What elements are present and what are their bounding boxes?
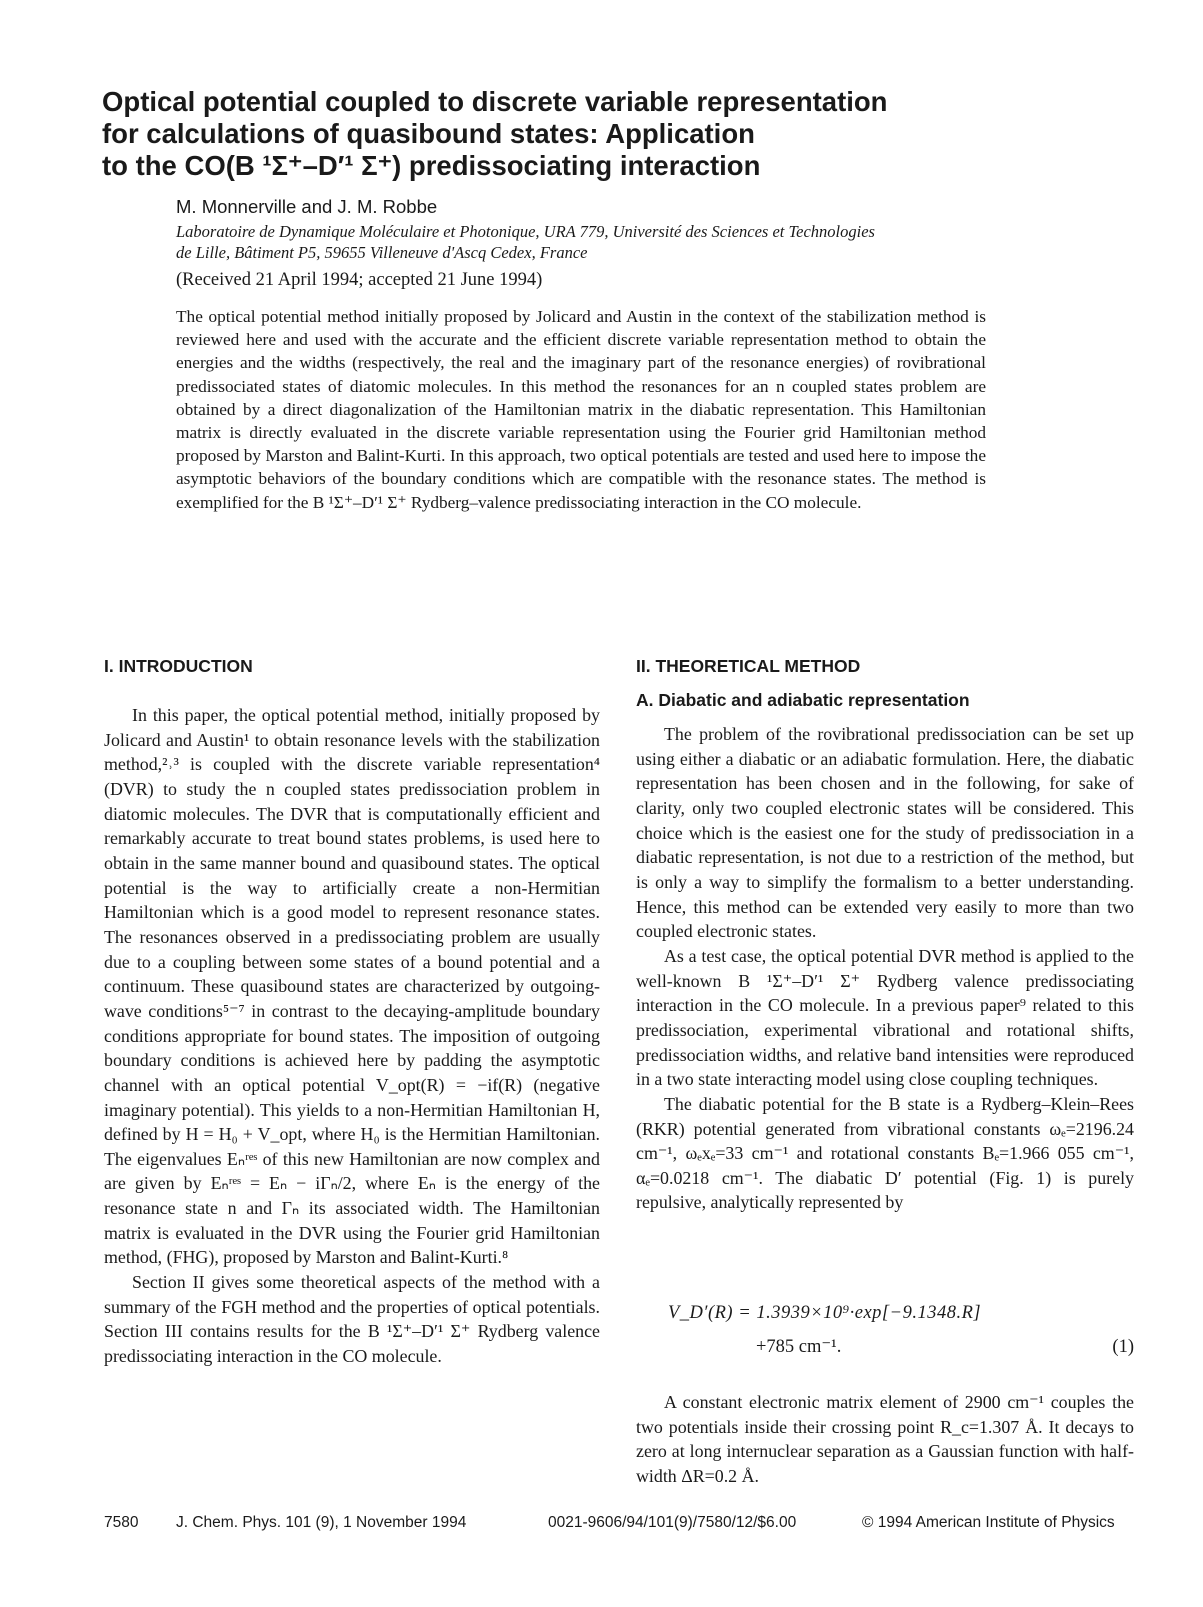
- equation-number: (1): [1112, 1337, 1134, 1357]
- abstract: The optical potential method initially proposed by Jolicard and Austin in the context of the stabilization method is reviewed here and used with the accurate and the efficient discrete variable representation method to obtain the energies and the widths (respectively, the real and the imaginary part of the resonance energies) of rovibrational predissociated states of diatomic molecules. In this method the resonances for an n coupled states problem are obtained by a direct diagonalization of the Hamiltonian matrix in the diabatic representation. This Hamiltonian matrix is directly evaluated in the discrete variable representation using the Fourier grid Hamiltonian method proposed by Marston and Balint-Kurti. In this approach, two optical potentials are tested and used here to impose the asymptotic behaviors of the boundary conditions which are compatible with the resonance states. The method is exemplified for the B ¹Σ⁺–D′¹ Σ⁺ Rydberg–valence predissociating interaction in the CO molecule.: [176, 307, 986, 512]
- affiliation-line: de Lille, Bâtiment P5, 59655 Villeneuve d'Ascq Cedex, France: [176, 243, 588, 262]
- title-line: for calculations of quasibound states: Application: [102, 118, 755, 149]
- affiliation-line: Laboratoire de Dynamique Moléculaire et Photonique, URA 779, Université des Sciences et Technologies: [176, 222, 875, 241]
- affiliation: [176, 221, 875, 263]
- copyright: © 1994 American Institute of Physics: [862, 1514, 1115, 1531]
- right-column: [636, 722, 1134, 1215]
- authors: M. Monnerville and J. M. Robbe: [176, 196, 438, 217]
- paragraph: In this paper, the optical potential method, initially proposed by Jolicard and Austin¹ to obtain resonance levels with the stabilization method,²˒³ is coupled with the discrete variable representation⁴ (DVR) to study the n coupled states predissociation problem in diatomic molecules. The DVR that is computationally efficient and remarkably accurate to treat bound states problems, is used here to obtain in the same manner bound and quasibound states. The optical potential is the way to artificially create a non-Hermitian Hamiltonian which is a good model to represent resonance states. The resonances observed in a predissociating problem are usually due to a coupling between some states of a bound potential and a continuum. These quasibound states are characterized by outgoing-wave conditions⁵⁻⁷ in contrast to the decaying-amplitude boundary conditions appropriate for bound states. The imposition of outgoing boundary conditions is achieved here by padding the asymptotic channel with an optical potential V_opt(R) = −if(R) (negative imaginary potential). This yields to a non-Hermitian Hamiltonian H, defined by H = H₀ + V_opt, where H₀ is the Hermitian Hamiltonian. The eigenvalues Eₙʳᵉˢ of this new Hamiltonian are now complex and are given by Eₙʳᵉˢ = Eₙ − iΓₙ/2, where Eₙ is the energy of the resonance state n and Γₙ its associated width. The Hamiltonian matrix is evaluated in the DVR using the Fourier grid Hamiltonian method, (FHG), proposed by Marston and Balint-Kurti.⁸: [104, 705, 600, 1268]
- page-number: 7580: [104, 1514, 139, 1531]
- article-title: [102, 86, 1002, 182]
- paragraph: A constant electronic matrix element of 2900 cm⁻¹ couples the two potentials inside their crossing point R_c=1.307 Å. It decays to zero at long internuclear separation as a Gaussian function with half-width ΔR=0.2 Å.: [636, 1392, 1134, 1486]
- title-line: to the CO(B ¹Σ⁺–D′¹ Σ⁺) predissociating interaction: [102, 150, 761, 181]
- section-heading-theoretical-method: II. THEORETICAL METHOD: [636, 656, 861, 676]
- paragraph: The problem of the rovibrational predissociation can be set up using either a diabatic or an adiabatic formulation. Here, the diabatic representation has been chosen and in the following, for sake of clarity, only two coupled electronic states will be considered. This choice which is the easiest one for the study of predissociation in a diabatic representation, is not due to a restriction of the method, but is only a way to simplify the formalism to a better understanding. Hence, this method can be extended very easily to more than two coupled electronic states.: [636, 724, 1134, 942]
- subsection-heading-diabatic: A. Diabatic and adiabatic representation: [636, 690, 970, 710]
- right-column-continued: [636, 1390, 1134, 1489]
- equation-line: V_D′(R) = 1.3939×10⁹·exp[−9.1348.R]: [668, 1303, 982, 1323]
- title-line: Optical potential coupled to discrete variable representation: [102, 86, 888, 117]
- section-heading-introduction: I. INTRODUCTION: [104, 656, 253, 676]
- paragraph: As a test case, the optical potential DVR method is applied to the well-known B ¹Σ⁺–D′¹ Σ⁺ Rydberg valence predissociating interaction in the CO molecule. In a previous paper⁹ related to this predissociation, experimental vibrational and rotational shifts, predissociation widths, and relative band intensities were reproduced in a two state interacting model using close coupling techniques.: [636, 945, 1134, 1090]
- journal-citation: J. Chem. Phys. 101 (9), 1 November 1994: [176, 1514, 467, 1531]
- left-column: [104, 703, 600, 1369]
- paragraph: The diabatic potential for the B state is a Rydberg–Klein–Rees (RKR) potential generated from vibrational constants ωₑ=2196.24 cm⁻¹, ωₑxₑ=33 cm⁻¹ and rotational constants Bₑ=1.966 055 cm⁻¹, αₑ=0.0218 cm⁻¹. The diabatic D′ potential (Fig. 1) is purely repulsive, analytically represented by: [636, 1093, 1134, 1213]
- equation-line: +785 cm⁻¹.: [756, 1337, 842, 1357]
- paragraph: Section II gives some theoretical aspects of the method with a summary of the FGH method and the properties of optical potentials. Section III contains results for the B ¹Σ⁺–D′¹ Σ⁺ Rydberg valence predissociating interaction in the CO molecule.: [104, 1272, 600, 1367]
- equation-1: [668, 1296, 1134, 1364]
- received-dates: (Received 21 April 1994; accepted 21 June 1994): [176, 270, 543, 290]
- article-code: 0021-9606/94/101(9)/7580/12/$6.00: [548, 1514, 797, 1531]
